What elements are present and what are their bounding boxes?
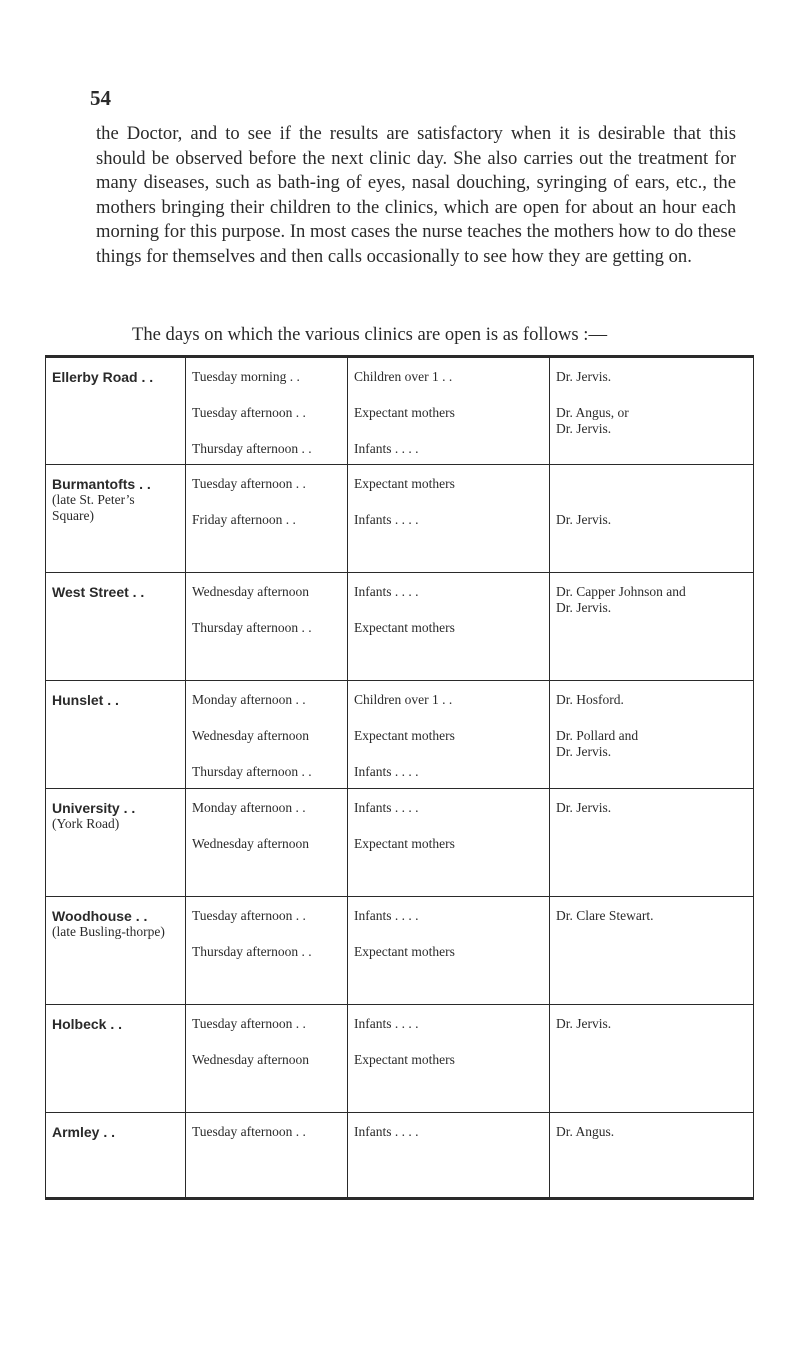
clinic-doctor-cell xyxy=(550,897,754,1005)
clinic-doctor: Dr. Jervis. xyxy=(556,369,612,384)
clinic-row xyxy=(46,897,754,1005)
clinic-type: Infants . . . . xyxy=(354,800,419,815)
clinic-type: Infants . . . . xyxy=(354,512,419,527)
clinic-doctor: Dr. Jervis. xyxy=(556,421,612,436)
clinic-day: Wednesday afternoon xyxy=(192,584,309,599)
clinic-row xyxy=(46,357,754,465)
clinic-day: Thursday afternoon . . xyxy=(192,620,312,635)
clinic-place-note: (late St. Peter’s Square) xyxy=(52,492,135,523)
clinic-type: Expectant mothers xyxy=(354,728,455,743)
clinic-row xyxy=(46,1113,754,1199)
clinic-doctor-cell xyxy=(550,357,754,465)
clinic-place-cell xyxy=(46,1005,186,1113)
clinic-place-cell xyxy=(46,897,186,1005)
clinic-place-cell xyxy=(46,1113,186,1199)
clinic-place-name: Hunslet . . xyxy=(52,692,119,708)
clinic-doctor xyxy=(556,385,747,405)
clinic-doctor-cell xyxy=(550,465,754,573)
clinic-type: Expectant mothers xyxy=(354,1052,455,1067)
clinic-doctor: Dr. Angus, or xyxy=(556,405,629,420)
clinic-doctor: Dr. Capper Johnson and xyxy=(556,584,686,599)
clinic-day: Friday afternoon . . xyxy=(192,512,296,527)
clinic-day: Wednesday afternoon xyxy=(192,836,309,851)
spacer xyxy=(192,708,341,728)
clinic-doctor: Dr. Jervis. xyxy=(556,1016,612,1031)
clinic-type-cell xyxy=(348,573,550,681)
clinic-place-name: Woodhouse . . xyxy=(52,908,148,924)
clinic-place-name: Ellerby Road . . xyxy=(52,369,154,385)
clinic-place-note: (late Busling-thorpe) xyxy=(52,924,165,939)
spacer xyxy=(354,421,543,441)
clinic-day: Tuesday afternoon . . xyxy=(192,476,306,491)
clinic-doctor-cell xyxy=(550,573,754,681)
spacer xyxy=(192,924,341,944)
spacer xyxy=(354,708,543,728)
clinic-place-cell xyxy=(46,789,186,897)
clinic-place-cell xyxy=(46,573,186,681)
clinic-row xyxy=(46,789,754,897)
clinic-day: Thursday afternoon . . xyxy=(192,441,312,456)
clinic-doctor: Dr. Pollard and xyxy=(556,728,639,743)
clinic-day: Tuesday afternoon . . xyxy=(192,1124,306,1139)
clinic-place-name: West Street . . xyxy=(52,584,145,600)
spacer xyxy=(354,1032,543,1052)
clinic-place-cell xyxy=(46,465,186,573)
clinic-type: Expectant mothers xyxy=(354,836,455,851)
spacer xyxy=(192,385,341,405)
clinic-row xyxy=(46,1005,754,1113)
clinic-day-cell xyxy=(186,465,348,573)
spacer xyxy=(192,744,341,764)
clinic-day-cell xyxy=(186,789,348,897)
clinic-type-cell xyxy=(348,465,550,573)
clinic-place-note: (York Road) xyxy=(52,816,120,831)
clinic-place-cell xyxy=(46,681,186,789)
days-intro: The days on which the various clinics are open is as follows :— xyxy=(132,324,608,345)
clinic-day: Tuesday morning . . xyxy=(192,369,300,384)
spacer xyxy=(354,492,543,512)
clinic-type-cell xyxy=(348,1005,550,1113)
spacer xyxy=(354,744,543,764)
clinic-doctor: Dr. Clare Stewart. xyxy=(556,908,654,923)
clinic-doctor: Dr. Hosford. xyxy=(556,692,624,707)
clinic-day-cell xyxy=(186,1005,348,1113)
page-number: 54 xyxy=(90,86,111,110)
clinic-type: Infants . . . . xyxy=(354,908,419,923)
clinic-day: Tuesday afternoon . . xyxy=(192,1016,306,1031)
clinic-doctor: Dr. Jervis. xyxy=(556,600,612,615)
clinic-type-cell xyxy=(348,357,550,465)
clinic-doctor: Dr. Jervis. xyxy=(556,800,612,815)
clinic-type-cell xyxy=(348,897,550,1005)
clinic-doctor: Dr. Jervis. xyxy=(556,512,612,527)
clinic-type: Infants . . . . xyxy=(354,1016,419,1031)
spacer xyxy=(192,816,341,836)
clinic-place-name: Burmantofts . . xyxy=(52,476,151,492)
clinic-type: Expectant mothers xyxy=(354,944,455,959)
clinic-row xyxy=(46,465,754,573)
clinic-day-cell xyxy=(186,897,348,1005)
clinic-day-cell xyxy=(186,1113,348,1199)
spacer xyxy=(192,600,341,620)
clinic-doctor xyxy=(556,476,747,512)
clinic-day-cell xyxy=(186,357,348,465)
clinic-day: Thursday afternoon . . xyxy=(192,944,312,959)
clinic-type: Infants . . . . xyxy=(354,1124,419,1139)
spacer xyxy=(192,492,341,512)
clinic-doctor-cell xyxy=(550,1113,754,1199)
clinic-doctor: Dr. Jervis. xyxy=(556,744,612,759)
clinic-type: Infants . . . . xyxy=(354,584,419,599)
spacer xyxy=(192,421,341,441)
clinic-type: Infants . . . . xyxy=(354,441,419,456)
clinic-type-cell xyxy=(348,681,550,789)
intro-paragraph: the Doctor, and to see if the results are satisfactory when it is desirable that this should be observed before the next clinic day. She also carries out the treatment for many diseases, such as bath-ing of eyes, nasal douching, syringing of ears, etc., the mothers bringing their children to the clinics, which are open for about an hour each morning for this purpose. In most cases the nurse teaches the mothers how to do these things for themselves and then calls occasionally to see how they are getting on. xyxy=(96,123,736,267)
clinic-day: Monday afternoon . . xyxy=(192,800,306,815)
clinic-day: Tuesday afternoon . . xyxy=(192,908,306,923)
clinic-type-cell xyxy=(348,789,550,897)
clinic-place-name: Armley . . xyxy=(52,1124,116,1140)
clinic-type: Infants . . . . xyxy=(354,764,419,779)
spacer xyxy=(354,385,543,405)
clinic-doctor-cell xyxy=(550,681,754,789)
clinic-day: Wednesday afternoon xyxy=(192,728,309,743)
clinic-day-cell xyxy=(186,573,348,681)
clinic-type: Expectant mothers xyxy=(354,405,455,420)
clinic-doctor xyxy=(556,708,747,728)
clinic-day: Wednesday afternoon xyxy=(192,1052,309,1067)
spacer xyxy=(354,600,543,620)
clinic-doctor-cell xyxy=(550,1005,754,1113)
clinic-type-cell xyxy=(348,1113,550,1199)
clinic-type: Expectant mothers xyxy=(354,620,455,635)
clinic-row xyxy=(46,573,754,681)
clinic-day: Tuesday afternoon . . xyxy=(192,405,306,420)
clinic-table-body xyxy=(46,357,754,1199)
clinic-doctor-cell xyxy=(550,789,754,897)
clinic-row xyxy=(46,681,754,789)
clinic-place-name: University . . xyxy=(52,800,136,816)
clinic-type: Children over 1 . . xyxy=(354,369,453,384)
clinic-day-cell xyxy=(186,681,348,789)
spacer xyxy=(354,816,543,836)
clinic-day: Monday afternoon . . xyxy=(192,692,306,707)
clinic-place-cell xyxy=(46,357,186,465)
spacer xyxy=(354,924,543,944)
clinic-type: Expectant mothers xyxy=(354,476,455,491)
clinic-place-name: Holbeck . . xyxy=(52,1016,123,1032)
clinic-doctor: Dr. Angus. xyxy=(556,1124,615,1139)
spacer xyxy=(192,1032,341,1052)
clinic-schedule-table xyxy=(45,355,754,1200)
clinic-type: Children over 1 . . xyxy=(354,692,453,707)
clinic-day: Thursday afternoon . . xyxy=(192,764,312,779)
